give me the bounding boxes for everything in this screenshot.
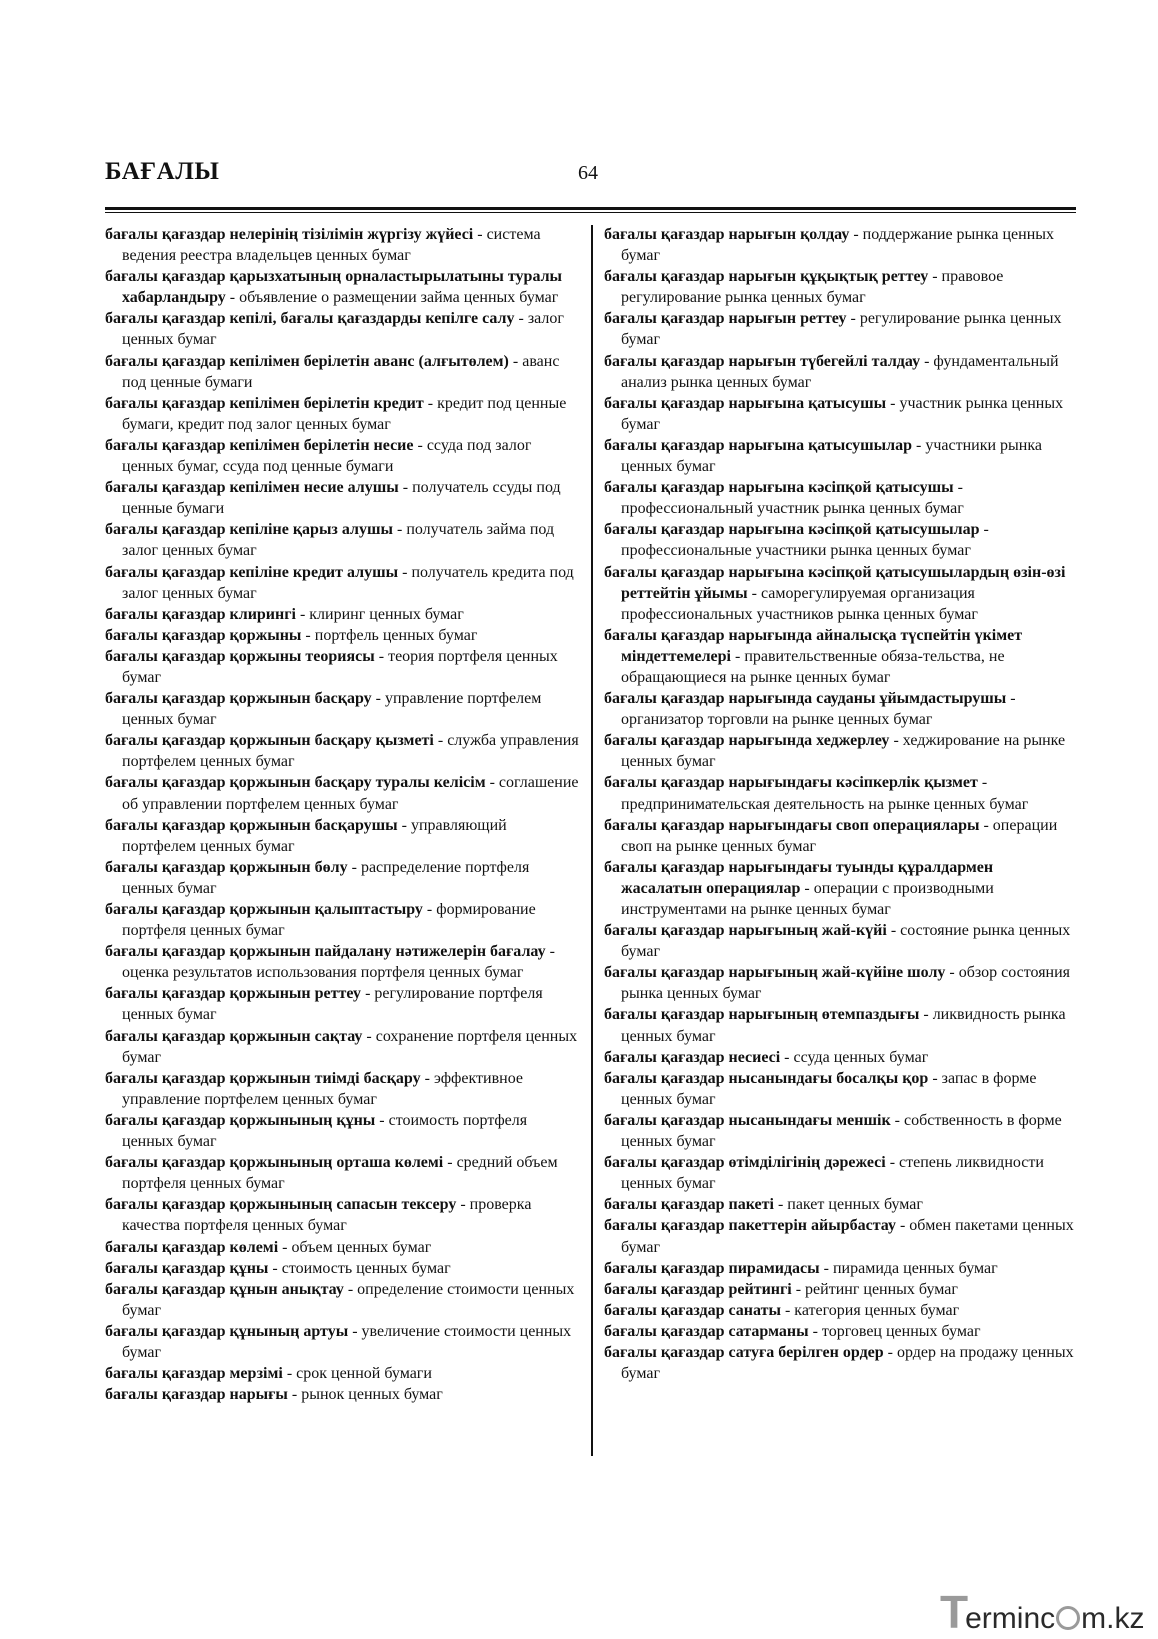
entry-separator: -: [780, 1301, 795, 1319]
entry-separator: -: [545, 943, 555, 961]
entry-definition: собственность в форме ценных бумаг: [621, 1111, 1062, 1151]
entry-separator: -: [945, 964, 959, 982]
entry-term: бағалы қағаздар нысанындағы меншік: [604, 1111, 891, 1129]
dictionary-entry: [604, 1194, 1076, 1215]
entry-term: бағалы қағаздар нарығын қолдау: [604, 226, 850, 243]
entry-term: бағалы қағаздар пакеті: [604, 1196, 774, 1214]
dictionary-entry: [604, 962, 1076, 1004]
dictionary-entry: [105, 1279, 581, 1321]
entry-separator: -: [375, 1111, 389, 1129]
entry-definition: правительственные обяза-тельства, не обращающиеся на рынке ценных бумаг: [621, 647, 1005, 686]
entry-definition: участник рынка ценных бумаг: [621, 394, 1064, 433]
entry-term: бағалы қағаздар нарығын түбегейлі талдау: [604, 352, 921, 370]
entry-separator: -: [278, 1238, 292, 1256]
entry-separator: -: [731, 647, 745, 665]
entry-definition: запас в форме ценных бумаг: [621, 1069, 1037, 1108]
entry-term: бағалы қағаздар нарығына қатысушылар: [604, 436, 912, 454]
dictionary-entry: [604, 1004, 1076, 1046]
dictionary-entry: [604, 815, 1076, 857]
dictionary-entry: [105, 1321, 581, 1363]
entry-separator: -: [268, 1259, 282, 1277]
entry-definition: срок ценной бумаги: [296, 1365, 432, 1383]
entry-definition: пирамида ценных бумаг: [832, 1259, 998, 1277]
dictionary-entry: [604, 266, 1076, 308]
entry-definition: саморегулируемая организация профессиональных участников рынка ценных бумаг: [621, 584, 978, 623]
dictionary-entry: [105, 435, 581, 477]
entry-separator: -: [912, 436, 926, 454]
column-divider: [591, 225, 593, 1456]
dictionary-entry: [105, 646, 581, 688]
entry-definition: профессиональные участники рынка ценных бумаг: [621, 542, 971, 560]
entry-definition: объем ценных бумаг: [291, 1238, 432, 1256]
entry-term: бағалы қағаздар қоржынын сақтау: [105, 1027, 363, 1045]
dictionary-entry: [604, 308, 1076, 350]
entry-definition: увеличение стоимости ценных бумаг: [122, 1322, 572, 1361]
entry-separator: -: [362, 1027, 376, 1045]
dictionary-entry: [105, 983, 581, 1025]
entry-term: бағалы қағаздар қоржынын басқару туралы келісім: [105, 774, 486, 792]
entry-term: бағалы қағаздар клирингі: [105, 605, 296, 623]
dictionary-entry: [604, 1258, 1076, 1279]
entry-definition: служба управления портфелем ценных бумаг: [122, 732, 579, 771]
entry-definition: оценка результатов использования портфеля ценных бумаг: [122, 964, 524, 982]
dictionary-entry: [604, 1321, 1076, 1342]
entry-definition: обмен пакетами ценных бумаг: [621, 1217, 1074, 1256]
entry-definition: распределение портфеля ценных бумаг: [122, 858, 530, 897]
entry-term: бағалы қағаздар пакеттерін айырбастау: [604, 1217, 896, 1235]
dictionary-entry: [105, 1258, 581, 1279]
entry-separator: -: [485, 774, 499, 792]
entry-term: бағалы қағаздар нарығына кәсіпқой қатысушылардың өзін-өзі реттейтін ұйымы: [604, 563, 1066, 602]
entry-separator: -: [953, 479, 963, 497]
entry-term: бағалы қағаздар пирамидасы: [604, 1259, 820, 1277]
entry-definition: портфель ценных бумаг: [314, 626, 478, 644]
entry-term: бағалы қағаздар қоржынын басқару: [105, 690, 372, 708]
entry-definition: обзор состояния рынка ценных бумаг: [621, 964, 1071, 1003]
entry-separator: -: [347, 858, 361, 876]
entry-separator: -: [433, 732, 448, 750]
entry-definition: участники рынка ценных бумаг: [621, 436, 1042, 476]
dictionary-entry: [105, 772, 581, 814]
entry-term: бағалы қағаздар қоржынын бөлу: [105, 858, 348, 876]
entry-separator: -: [456, 1196, 470, 1214]
entry-definition: кредит под ценные бумаги, кредит под залог ценных бумаг: [122, 394, 567, 433]
entry-separator: -: [928, 268, 942, 286]
entry-definition: получатель займа под залог ценных бумаг: [122, 521, 555, 560]
dictionary-entry: [105, 1363, 581, 1384]
entry-separator: -: [889, 732, 903, 750]
entry-term: бағалы қағаздар кепілімен берілетін аванс (алғытөлем): [105, 352, 509, 370]
entry-term: бағалы қағаздар кепіліне қарыз алушы: [105, 521, 393, 539]
entry-term: бағалы қағаздар нарығын реттеу: [604, 310, 847, 328]
dictionary-entry: [105, 266, 581, 308]
entry-term: бағалы қағаздар нарығына қатысушы: [604, 394, 887, 412]
entry-separator: -: [301, 626, 315, 644]
entry-term: бағалы қағаздар қоржынының құны: [105, 1111, 376, 1129]
entry-term: бағалы қағаздар нарығындағы кәсіпкерлік қызмет: [604, 774, 978, 792]
magnifier-icon: [1056, 1606, 1080, 1630]
left-column: [105, 224, 581, 1405]
entry-term: бағалы қағаздар құнын анықтау: [105, 1280, 344, 1298]
entry-definition: пакет ценных бумаг: [787, 1196, 923, 1214]
entry-definition: управление портфелем ценных бумаг: [122, 690, 542, 729]
dictionary-entry: [604, 857, 1076, 920]
entry-definition: ликвидность рынка ценных бумаг: [621, 1006, 1066, 1045]
dictionary-entry: [105, 688, 581, 730]
entry-definition: ссуда под залог ценных бумаг, ссуда под ценные бумаги: [122, 436, 532, 476]
entry-separator: -: [508, 352, 523, 370]
entry-term: бағалы қағаздар қоржынының сапасын тексеру: [105, 1196, 457, 1214]
entry-definition: регулирование портфеля ценных бумаг: [122, 985, 543, 1024]
dictionary-entry: [604, 625, 1076, 688]
dictionary-entry: [604, 772, 1076, 814]
entry-separator: -: [398, 479, 413, 497]
entry-definition: рейтинг ценных бумаг: [805, 1280, 958, 1298]
dictionary-entry: [105, 1068, 581, 1110]
entry-term: бағалы қағаздар несиесі: [604, 1048, 781, 1066]
entry-term: бағалы қағаздар қарызхатының орналастырылатыны туралы хабарландыру: [105, 268, 563, 307]
entry-separator: -: [747, 584, 761, 602]
entry-definition: организатор торговли на рынке ценных бумаг: [621, 711, 933, 729]
entry-definition: степень ликвидности ценных бумаг: [621, 1154, 1044, 1193]
entry-separator: -: [846, 310, 860, 328]
entry-definition: регулирование рынка ценных бумаг: [621, 310, 1062, 349]
dictionary-entry: [105, 519, 581, 561]
page-title: БАҒАЛЫ: [105, 158, 220, 185]
entry-definition: профессиональный участник рынка ценных бумаг: [621, 500, 964, 518]
entry-term: бағалы қағаздар нарығындағы туынды құралдармен жасалатын операциялар: [604, 858, 994, 897]
dictionary-entry: [105, 730, 581, 772]
entry-definition: аванс под ценные бумаги: [122, 352, 560, 391]
entry-term: бағалы қағаздар қоржынын басқарушы: [105, 816, 398, 834]
dictionary-entry: [105, 1237, 581, 1258]
entry-term: бағалы қағаздар кепілімен несие алушы: [105, 479, 399, 497]
dictionary-entry: [604, 1215, 1076, 1257]
logo-text-b: m.kz: [1081, 1602, 1145, 1635]
entry-definition: объявление о размещении займа ценных бумаг: [239, 289, 559, 307]
dictionary-entry: [105, 1152, 581, 1194]
entry-definition: теория портфеля ценных бумаг: [122, 647, 558, 686]
page-number: 64: [578, 162, 598, 184]
entry-separator: -: [849, 226, 863, 243]
dictionary-entry: [105, 393, 581, 435]
entry-separator: -: [890, 1111, 904, 1129]
entry-term: бағалы қағаздар нарығында хеджерлеу: [604, 732, 890, 750]
termincom-logo: [940, 1585, 1145, 1638]
entry-definition: ордер на продажу ценных бумаг: [621, 1343, 1074, 1383]
entry-separator: -: [423, 394, 438, 412]
entry-term: бағалы қағаздар нарығын құқықтық реттеу: [604, 268, 929, 286]
entry-definition: эффективное управление портфелем ценных бумаг: [122, 1069, 523, 1108]
entry-definition: правовое регулирование рынка ценных бумаг: [621, 268, 1004, 307]
entry-separator: -: [361, 985, 375, 1003]
entry-separator: -: [886, 922, 901, 940]
entry-separator: -: [282, 1365, 297, 1383]
entry-definition: предпринимательская деятельность на рынке ценных бумаг: [621, 795, 1029, 813]
dictionary-entry: [604, 1300, 1076, 1321]
entry-definition: ссуда ценных бумаг: [793, 1048, 929, 1066]
entry-separator: -: [397, 816, 411, 834]
entry-term: бағалы қағаздар көлемі: [105, 1238, 279, 1256]
entry-definition: хеджирование на рынке ценных бумаг: [621, 732, 1066, 771]
entry-definition: операции своп на рынке ценных бумаг: [621, 816, 1058, 855]
entry-separator: -: [885, 1154, 900, 1172]
logo-t: T: [940, 1586, 966, 1638]
entry-term: бағалы қағаздар қоржынын пайдалану нәтижелерін бағалау: [105, 943, 546, 961]
dictionary-entry: [604, 393, 1076, 435]
entry-separator: -: [819, 1259, 833, 1277]
entry-separator: -: [371, 690, 385, 708]
entry-definition: сохранение портфеля ценных бумаг: [122, 1027, 578, 1066]
header-rule-thin: [105, 212, 1076, 213]
entry-separator: -: [374, 647, 389, 665]
entry-separator: -: [920, 352, 934, 370]
dictionary-entry: [604, 688, 1076, 730]
entry-term: бағалы қағаздар қоржынын реттеу: [105, 985, 362, 1003]
dictionary-entry: [604, 1047, 1076, 1068]
entry-definition: клиринг ценных бумаг: [309, 605, 464, 623]
entry-definition: стоимость портфеля ценных бумаг: [122, 1111, 528, 1151]
entry-term: бағалы қағаздар нарығының жай-күйіне шолу: [604, 964, 946, 982]
entry-term: бағалы қағаздар нарығында айналысқа түспейтін үкімет міндеттемелері: [604, 626, 1023, 665]
entry-term: бағалы қағаздар нарығының жай-күйі: [604, 922, 887, 940]
entry-definition: соглашение об управлении портфелем ценных бумаг: [122, 774, 579, 813]
entry-separator: -: [225, 289, 240, 307]
dictionary-entry: [604, 562, 1076, 625]
entry-definition: залог ценных бумаг: [122, 310, 564, 349]
dictionary-entry: [105, 224, 581, 266]
entry-separator: -: [295, 605, 310, 623]
entry-separator: -: [895, 1217, 910, 1235]
entry-term: бағалы қағаздар нелерінің тізілімін жүргізу жүйесі: [105, 226, 474, 243]
dictionary-entry: [105, 1194, 581, 1236]
dictionary-entry: [604, 519, 1076, 561]
entry-definition: рынок ценных бумаг: [301, 1386, 443, 1404]
entry-term: бағалы қағаздар өтімділігінің дәрежесі: [604, 1154, 886, 1172]
dictionary-entry: [105, 477, 581, 519]
dictionary-entry: [105, 308, 581, 350]
dictionary-entry: [604, 477, 1076, 519]
dictionary-entry: [105, 1026, 581, 1068]
entry-definition: стоимость ценных бумаг: [281, 1259, 451, 1277]
entry-separator: -: [413, 436, 427, 454]
entry-separator: -: [919, 1006, 933, 1024]
entry-term: бағалы қағаздар қоржынын тиімді басқару: [105, 1069, 421, 1087]
dictionary-entry: [105, 899, 581, 941]
entry-separator: -: [343, 1280, 358, 1298]
entry-term: бағалы қағаздар құны: [105, 1259, 269, 1277]
entry-term: бағалы қағаздар нарығына кәсіпқой қатысушылар: [604, 521, 980, 539]
dictionary-entry: [604, 1152, 1076, 1194]
entry-term: бағалы қағаздар санаты: [604, 1301, 781, 1319]
entry-definition: операции с производными инструментами на рынке ценных бумаг: [621, 879, 994, 918]
dictionary-entry: [604, 1068, 1076, 1110]
entry-term: бағалы қағаздар қоржынын қалыптастыру: [105, 901, 423, 918]
entry-separator: -: [791, 1280, 806, 1298]
entry-term: бағалы қағаздар нарығының өтемпаздығы: [604, 1006, 920, 1024]
entry-term: бағалы қағаздар нарығында сауданы ұйымдастырушы: [604, 690, 1007, 708]
entry-definition: категория ценных бумаг: [794, 1301, 960, 1319]
entry-definition: средний объем портфеля ценных бумаг: [122, 1154, 558, 1193]
entry-separator: -: [443, 1154, 457, 1172]
entry-term: бағалы қағаздар құнының артуы: [105, 1322, 349, 1340]
entry-term: бағалы қағаздар қоржынының орташа көлемі: [105, 1154, 444, 1172]
entry-definition: фундаментальный анализ рынка ценных бумаг: [621, 352, 1059, 391]
dictionary-entry: [105, 941, 581, 983]
entry-separator: -: [773, 1196, 788, 1214]
dictionary-entry: [604, 1279, 1076, 1300]
entry-definition: управляющий портфелем ценных бумаг: [122, 816, 507, 855]
entry-definition: получатель ссуды под ценные бумаги: [122, 479, 561, 518]
dictionary-entry: [105, 562, 581, 604]
entry-separator: -: [886, 394, 900, 412]
entry-term: бағалы қағаздар кепілі, бағалы қағаздарды кепілге салу: [105, 310, 515, 328]
dictionary-entry: [604, 435, 1076, 477]
entry-term: бағалы қағаздар қоржыны теориясы: [105, 647, 375, 665]
entry-separator: -: [422, 901, 437, 918]
entry-separator: -: [979, 816, 993, 834]
entry-definition: определение стоимости ценных бумаг: [122, 1280, 575, 1319]
entry-separator: -: [348, 1322, 362, 1340]
entry-separator: -: [977, 774, 988, 792]
entry-definition: торговец ценных бумаг: [821, 1322, 981, 1340]
dictionary-entry: [604, 351, 1076, 393]
dictionary-entry: [105, 604, 581, 625]
entry-definition: формирование портфеля ценных бумаг: [122, 901, 536, 940]
dictionary-entry: [105, 857, 581, 899]
entry-separator: -: [398, 563, 412, 581]
entry-separator: -: [979, 521, 989, 539]
entry-term: бағалы қағаздар мерзімі: [105, 1365, 283, 1383]
entry-definition: получатель кредита под залог ценных бумаг: [122, 563, 574, 602]
entry-definition: состояние рынка ценных бумаг: [621, 922, 1071, 961]
entry-term: бағалы қағаздар сатуға берілген ордер: [604, 1343, 884, 1361]
entry-separator: -: [420, 1069, 434, 1087]
entry-term: бағалы қағаздар сатарманы: [604, 1322, 809, 1340]
entry-term: бағалы қағаздар нарығындағы своп операциялары: [604, 816, 980, 834]
dictionary-entry: [105, 351, 581, 393]
dictionary-entry: [105, 1384, 581, 1405]
entry-separator: -: [287, 1386, 302, 1404]
header-rule-thick: [105, 207, 1076, 210]
entry-term: бағалы қағаздар нысанындағы босалқы қор: [604, 1069, 929, 1087]
entry-definition: система ведения реестра владельцев ценных бумаг: [122, 226, 541, 265]
dictionary-entry: [604, 920, 1076, 962]
entry-term: бағалы қағаздар нарығына кәсіпқой қатысушы: [604, 479, 954, 497]
entry-separator: -: [473, 226, 487, 243]
entry-definition: проверка качества портфеля ценных бумаг: [122, 1196, 532, 1235]
dictionary-entry: [105, 815, 581, 857]
dictionary-entry: [604, 1342, 1076, 1384]
dictionary-entry: [105, 1110, 581, 1152]
entry-term: бағалы қағаздар қоржыны: [105, 626, 302, 644]
entry-term: бағалы қағаздар кепілімен берілетін несие: [105, 436, 414, 454]
entry-separator: -: [392, 521, 407, 539]
dictionary-entry: [604, 730, 1076, 772]
entry-separator: -: [883, 1343, 897, 1361]
entry-term: бағалы қағаздар нарығы: [105, 1386, 288, 1404]
entry-separator: -: [928, 1069, 942, 1087]
entry-separator: -: [780, 1048, 794, 1066]
entry-term: бағалы қағаздар қоржынын басқару қызметі: [105, 732, 434, 750]
dictionary-entry: [604, 224, 1076, 266]
logo-text-a: erminc: [965, 1602, 1056, 1635]
entry-definition: поддержание рынка ценных бумаг: [621, 226, 1055, 265]
entry-separator: -: [514, 310, 528, 328]
dictionary-entry: [604, 1110, 1076, 1152]
entry-separator: -: [808, 1322, 822, 1340]
entry-separator: -: [800, 879, 814, 897]
entry-term: бағалы қағаздар кепілімен берілетін кредит: [105, 394, 424, 412]
right-column: [604, 224, 1076, 1384]
dictionary-entry: [105, 625, 581, 646]
entry-term: бағалы қағаздар рейтингі: [604, 1280, 792, 1298]
entry-separator: -: [1006, 690, 1016, 708]
entry-term: бағалы қағаздар кепіліне кредит алушы: [105, 563, 399, 581]
